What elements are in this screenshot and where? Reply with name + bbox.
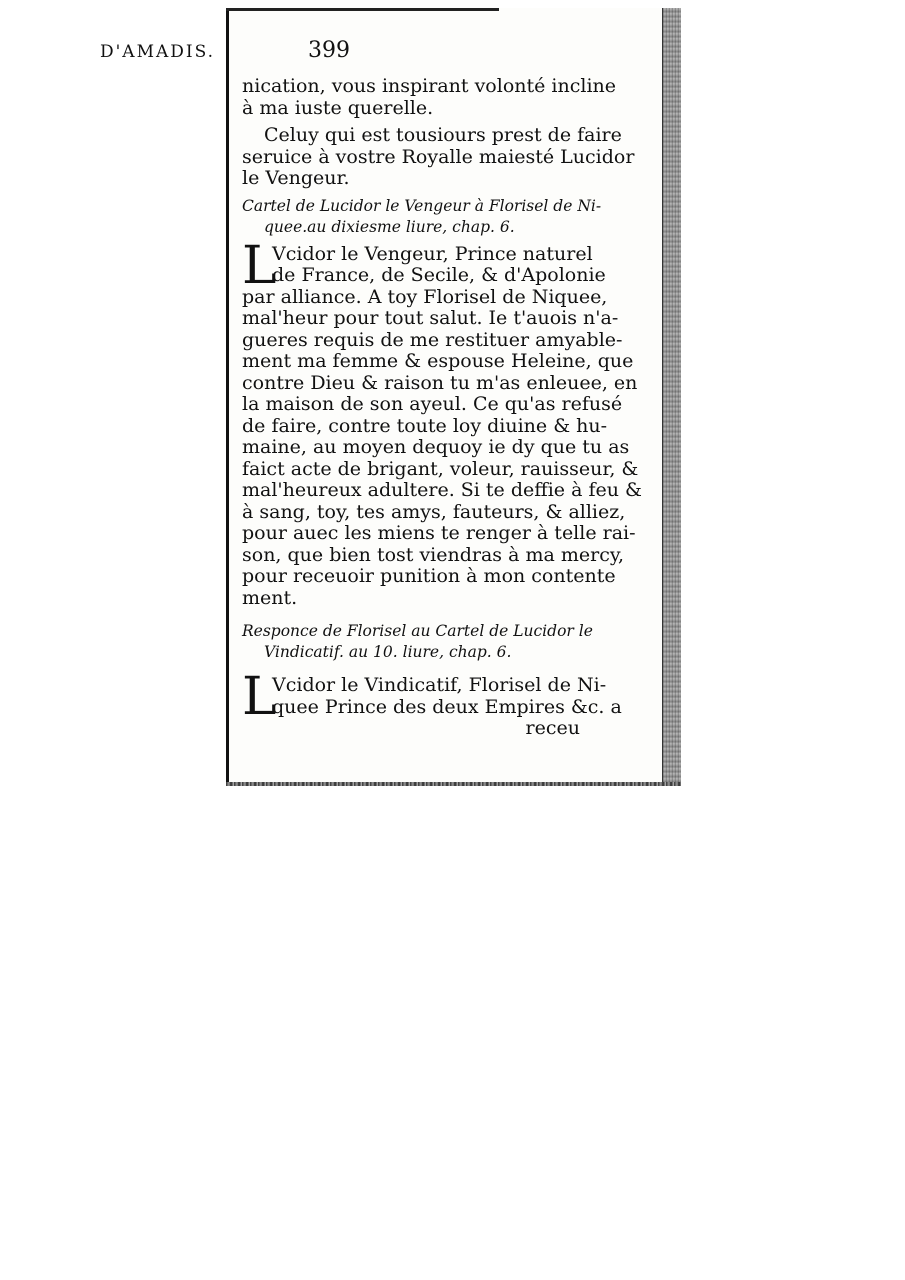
page-number: 399 — [308, 38, 350, 63]
text-line: ment ma femme & espouse Heleine, que — [242, 350, 634, 372]
text-line: faict acte de brigant, voleur, rauisseur, & — [242, 457, 639, 480]
page-text — [242, 75, 642, 740]
drop-cap: L — [242, 667, 277, 727]
section-heading-cartel — [242, 196, 602, 238]
heading-line: Cartel de Lucidor le Vengeur à Florisel de Ni- — [242, 196, 602, 215]
heading-line: quee.au dixiesme liure, chap. 6. — [264, 217, 515, 236]
text-line: quee Prince des deux Empires &c. a — [272, 695, 622, 718]
text-line: par alliance. A toy Florisel de Niquee, — [242, 285, 608, 308]
text-line: le Vengeur. — [242, 167, 350, 189]
text-line: à sang, toy, tes amys, fauteurs, & alliez, — [242, 500, 626, 523]
heading-line: Responce de Florisel au Cartel de Lucidor le — [242, 622, 593, 640]
cartel-paragraph — [242, 235, 642, 610]
heading-line: Vindicatif. au 10. liure, chap. 6. — [264, 643, 512, 661]
text-line: nication, vous inspirant volonté incline — [242, 75, 617, 97]
text-line: pour receuoir punition à mon contente — [242, 565, 616, 587]
text-line: Celuy qui est tousiours prest de faire — [264, 124, 622, 146]
text-line: de faire, contre toute loy diuine & hu- — [242, 414, 608, 437]
text-line: gueres requis de me restituer amyable- — [242, 328, 623, 351]
text-line: pour auec les miens te renger à telle rai- — [242, 522, 636, 544]
page-top-edge — [226, 8, 499, 11]
text-line: maine, au moyen dequoy ie dy que tu as — [242, 436, 630, 458]
text-line: ment. — [242, 586, 298, 609]
page-left-edge — [226, 8, 229, 786]
text-line: à ma iuste querelle. — [242, 96, 434, 119]
closing-paragraph — [242, 124, 635, 190]
page-fore-edge — [662, 8, 681, 786]
text-line: Vcidor le Vengeur, Prince naturel — [272, 242, 593, 265]
text-line: mal'heureux adultere. Si te deffie à feu & — [242, 479, 642, 501]
text-line: de France, de Secile, & d'Apolonie — [272, 264, 606, 286]
section-heading-responce — [242, 621, 593, 663]
text-line: seruice à vostre Royalle maiesté Lucidor — [242, 145, 635, 168]
text-line: mal'heur pour tout salut. Ie t'auois n'a- — [242, 307, 619, 329]
continued-paragraph — [242, 75, 617, 119]
text-line: Vcidor le Vindicatif, Florisel de Ni- — [272, 674, 607, 696]
running-title: D'AMADIS. — [100, 42, 216, 62]
text-line: son, que bien tost viendras à ma mercy, — [242, 543, 625, 566]
drop-cap: L — [242, 235, 277, 296]
text-line: contre Dieu & raison tu m'as enleuee, en — [242, 371, 638, 394]
text-line: la maison de son ayeul. Ce qu'as refusé — [242, 393, 623, 415]
responce-paragraph — [242, 667, 622, 740]
catchword: receu — [525, 717, 580, 739]
page-bottom-edge — [226, 782, 681, 786]
